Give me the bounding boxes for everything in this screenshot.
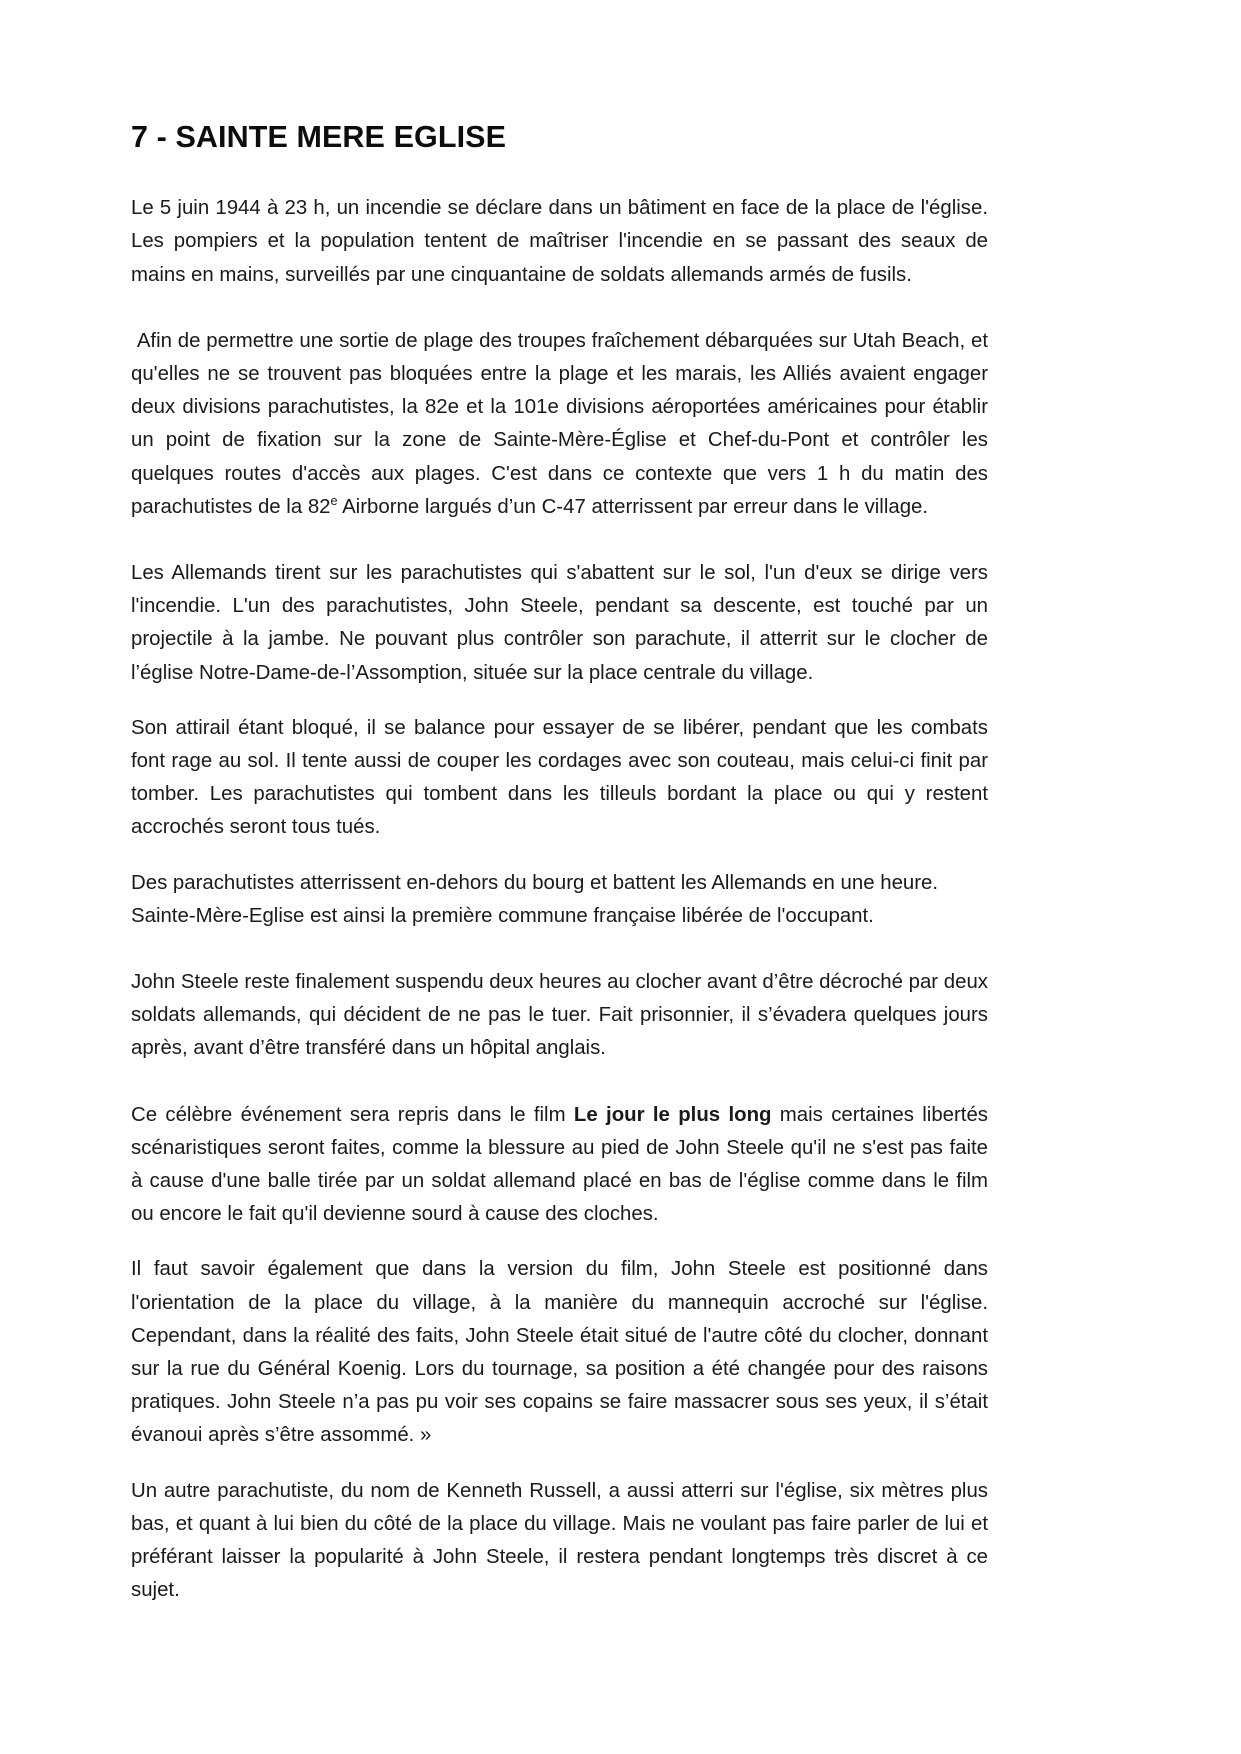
ordinal-superscript: e <box>330 493 338 508</box>
paragraph-text-part-2: Airborne largués d’un C-47 atterrissent par erreur dans le village. <box>337 495 929 518</box>
paragraph-kenneth-russell <box>131 1475 994 1608</box>
paragraph-text: Un autre parachutiste, du nom de Kenneth Russell, a aussi atterri sur l'église, six mètres plus bas, et quant à lui bien du côté de la place du village. Mais ne voulant pas faire parler de lui et préférant laisser la popularité à John Steele, il restera pendant longtemps très discret à ce sujet. <box>131 1479 994 1602</box>
film-title-bold: Le jour le plus long <box>573 1103 772 1126</box>
paragraph-text: John Steele reste finalement suspendu deux heures au clocher avant d’être décroché par deux soldats allemands, qui décident de ne pas le tuer. Fait prisonnier, il s’évadera quelques jours après, avant d’être transféré dans un hôpital anglais. <box>131 970 994 1060</box>
paragraph-text: Le 5 juin 1944 à 23 h, un incendie se déclare dans un bâtiment en face de la place de l'église. Les pompiers et la population tentent de maîtriser l'incendie en se passant des seaux de mains en mains, surveillés par une cinquantaine de soldats allemands armés de fusils. <box>131 197 994 286</box>
paragraph-text: Il faut savoir également que dans la version du film, John Steele est positionné dans l'orientation de la place du village, à la manière du mannequin accroché sur l'église. Cependant, dans la réalité des faits, John Steele était situé de l'autre côté du clocher, donnant sur la rue du Général Koenig. Lors du tournage, sa position a été changée pour des raisons pratiques. John Steele n’a pas pu voir ses copains se faire massacrer sous ses yeux, il s’était évanoui après s’être assommé. » <box>131 1258 994 1447</box>
paragraph-gap <box>131 1231 988 1253</box>
paragraph-gap <box>131 1453 988 1475</box>
paragraph-text-part-2: mais certaines libertés scénaristiques seront faites, comme la blessure au pied de John Steele qu'il ne s'est pas faite à cause d'une balle tirée par un soldat allemand placé en bas de l'église comme dans le film ou encore le fait qu'il devienne sourd à cause des cloches. <box>131 1103 994 1226</box>
paragraph-text: Son attirail étant bloqué, il se balance pour essayer de se libérer, pendant que les combats font rage au sol. Il tente aussi de couper les cordages avec son couteau, mais celui-ci finit par tomber. Les parachutistes qui tombent dans les tilleuls bordant la place ou qui y restent accrochés seront tous tués. <box>131 716 994 839</box>
paragraph-gap <box>131 292 988 325</box>
paragraph-text-part-1: Afin de permettre une sortie de plage des troupes fraîchement débarquées sur Utah Beach, et qu'elles ne se trouvent pas bloquées entre la plage et les marais, les Alliés avaient engager deux divisions parachutistes, la 82e et la 101e divisions aéroportées américaines pour établir un point de fixation sur la zone de Sainte-Mère-Église et Chef-du-Pont et contrôler les quelques routes d'accès aux plages. C'est dans ce contexte que vers 1 h du matin des parachutistes de la 82 <box>131 329 994 518</box>
paragraph-text: Des parachutistes atterrissent en-dehors du bourg et battent les Allemands en une heure. Sainte-Mère-Eglise est ainsi la première commune française libérée de l'occupant. <box>131 871 944 927</box>
document-body <box>131 118 994 1607</box>
paragraph-gap <box>131 524 988 557</box>
paragraph-airborne-plan <box>131 325 994 524</box>
paragraph-text: Les Allemands tirent sur les parachutistes qui s'abattent sur le sol, l'un d'eux se dirige vers l'incendie. L'un des parachutistes, John Steele, pendant sa descente, est touché par un projectile à la jambe. Ne pouvant plus contrôler son parachute, il atterrit sur le clocher de l’église Notre-Dame-de-l’Assomption, située sur la place centrale du village. <box>131 561 994 684</box>
paragraph-john-steele-landing <box>131 557 994 690</box>
paragraph-film-position <box>131 1253 994 1452</box>
paragraph-liberation <box>131 867 988 933</box>
page-title: 7 - SAINTE MERE EGLISE <box>131 120 507 154</box>
paragraph-gap <box>131 933 988 966</box>
paragraph-film-adaptation <box>131 1099 994 1232</box>
paragraph-gap <box>131 1066 988 1099</box>
paragraph-gap <box>131 690 988 712</box>
paragraph-steele-struggle <box>131 712 994 845</box>
paragraph-steele-captured <box>131 966 994 1066</box>
paragraph-text-part-1: Ce célèbre événement sera repris dans le film <box>131 1103 574 1126</box>
paragraph-gap <box>131 845 988 867</box>
title-spacer <box>131 156 988 192</box>
paragraph-intro-fire <box>131 192 994 292</box>
